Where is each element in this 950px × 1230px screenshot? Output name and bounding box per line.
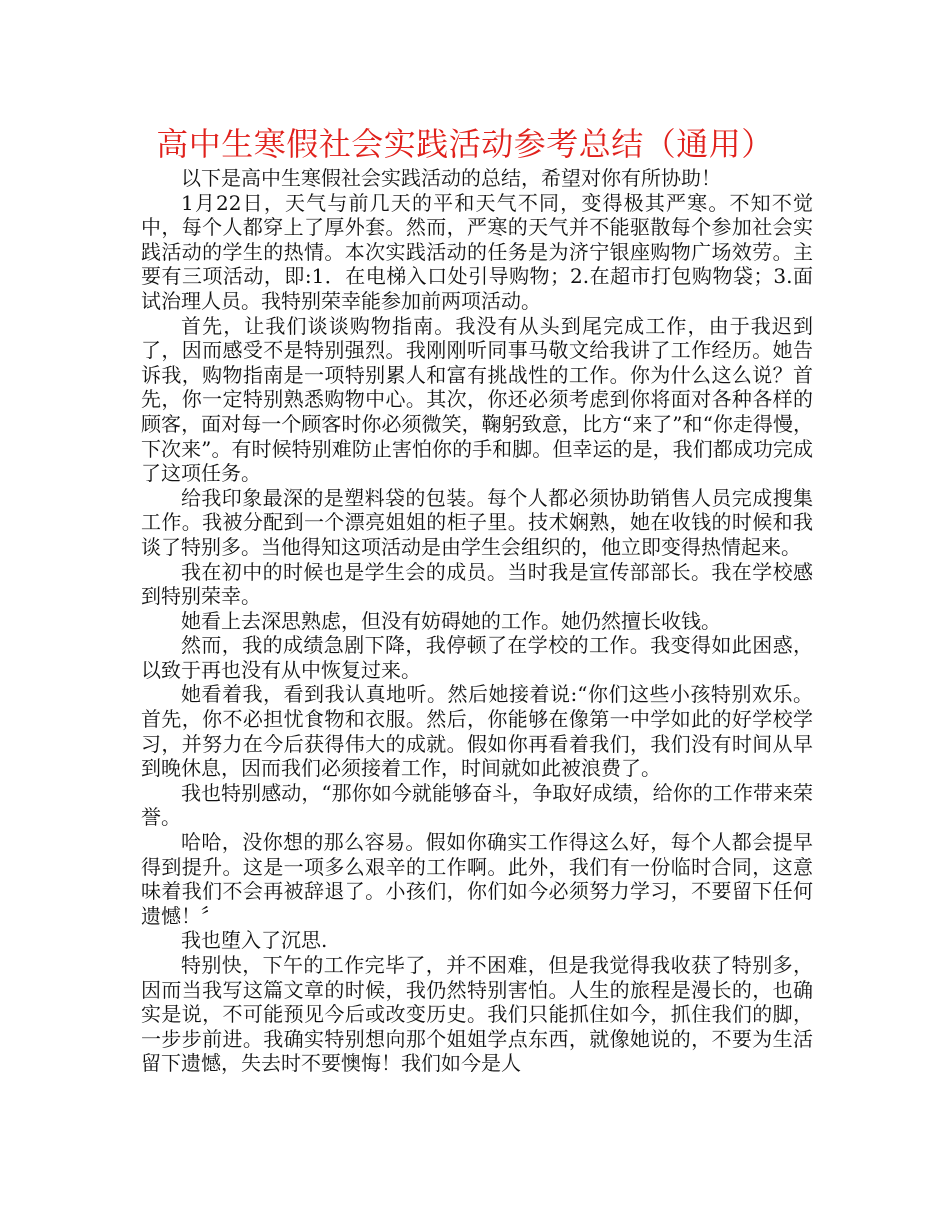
- paragraph-grades: 然而，我的成绩急剧下降，我停顿了在学校的工作。我变得如此困惑，以致于再也没有从中恢复过来。: [141, 633, 813, 682]
- paragraph-date: 1月22日，天气与前几天的平和天气不同，变得极其严寒。不知不觉中，每个人都穿上了厚外套。然而，严寒的天气并不能驱散每个参加社会实践活动的学生的热情。本次实践活动的任务是为济宁银座购物广场效劳。主要有三项活动，即:1．在电梯入口处引导购物；2.在超市打包购物袋；3.面试治理人员。我特别荣幸能参加前两项活动。: [141, 190, 813, 313]
- paragraph-moved: 我也特别感动，“那你如今就能够奋斗，争取好成绩，给你的工作带来荣誉。: [141, 780, 813, 830]
- paragraph-haha: 哈哈，没你想的那么容易。假如你确实工作得这么好，每个人都会提早得到提升。这是一项多么艰辛的工作啊。此外，我们有一份临时合同，这意味着我们不会再被辞退了。小孩们，你们如今必须努力学习，不要留下任何遗憾！〞: [141, 830, 813, 928]
- paragraph-shopping-guide: 首先，让我们谈谈购物指南。我没有从头到尾完成工作，由于我迟到了，因而感受不是特别强烈。我刚刚听同事马敬文给我讲了工作经历。她告诉我，购物指南是一项特别累人和富有挑战性的工作。你为什么这么说？首先，你一定特别熟悉购物中心。其次，你还必须考虑到你将面对各种各样的顾客，面对每一个顾客时你必须微笑，鞠躬致意，比方“来了”和“你走得慢，下次来”。有时候特别难防止害怕你的手和脚。但幸运的是，我们都成功完成了这项任务。: [141, 313, 813, 486]
- paragraph-student-union: 我在初中的时候也是学生会的成员。当时我是宣传部部长。我在学校感到特别荣幸。: [141, 559, 813, 609]
- paragraph-plastic-bags: 给我印象最深的是塑料袋的包装。每个人都必须协助销售人员完成搜集工作。我被分配到一个漂亮姐姐的柜子里。技术娴熟，她在收钱的时候和我谈了特别多。当他得知这项活动是由学生会组织的，他立即变得热情起来。: [141, 485, 813, 559]
- paragraph-thoughtful: 她看上去深思熟虑，但没有妨碍她的工作。她仍然擅长收钱。: [181, 608, 721, 633]
- document-title: 高中生寒假社会实践活动参考总结（通用）: [156, 125, 774, 163]
- paragraph-her-speech: 她看着我，看到我认真地听。然后她接着说:“你们这些小孩特别欢乐。首先，你不必担忧食物和衣服。然后，你能够在像第一中学如此的好学校学习，并努力在今后获得伟大的成就。假如你再看着我们，我们没有时间从早到晚休息，因而我们必须接着工作，时间就如此被浪费了。: [141, 682, 813, 781]
- document-body: [141, 166, 813, 1076]
- paragraph-contemplation: 我也堕入了沉思.: [181, 928, 328, 953]
- paragraph-intro: 以下是高中生寒假社会实践活动的总结，希望对你有所协助！: [181, 166, 721, 190]
- paragraph-conclusion: 特别快，下午的工作完毕了，并不困难，但是我觉得我收获了特别多，因而当我写这篇文章的时候，我仍然特别害怕。人生的旅程是漫长的，也确实是说，不可能预见今后或改变历史。我们只能抓住如今，抓住我们的脚，一步步前进。我确实特别想向那个姐姐学点东西，就像她说的，不要为生活留下遗憾，失去时不要懊悔！我们如今是人: [141, 953, 813, 1076]
